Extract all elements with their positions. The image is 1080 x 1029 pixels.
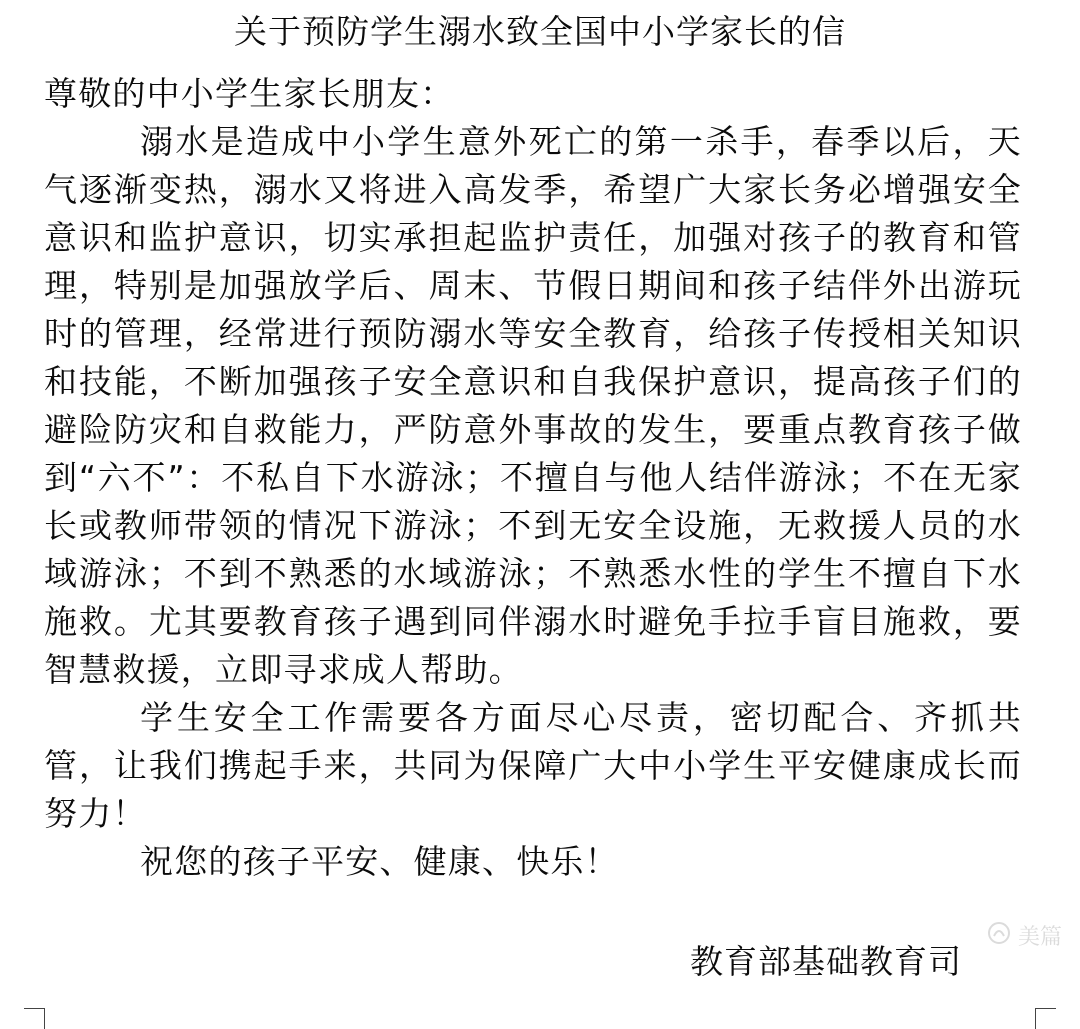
- meipian-logo-icon: [986, 920, 1012, 955]
- salutation: 尊敬的中小学生家长朋友：: [44, 74, 455, 113]
- signature: 教育部基础教育司: [690, 942, 962, 981]
- crop-mark-left: [24, 1008, 45, 1029]
- crop-mark-right: [1035, 1008, 1056, 1029]
- letter-title: 关于预防学生溺水致全国中小学家长的信: [234, 12, 846, 51]
- letter-body: [44, 70, 1022, 886]
- watermark: [986, 920, 1062, 955]
- watermark-text: 美篇: [1017, 924, 1062, 950]
- paragraph-main: 溺水是造成中小学生意外死亡的第一杀手，春季以后，天气逐渐变热，溺水又将进入高发季，希望广大家长务必增强安全意识和监护意识，切实承担起监护责任，加强对孩子的教育和管理，特别是加强放学后、周末、节假日期间和孩子结伴外出游玩时的管理，经常进行预防溺水等安全教育，给孩子传授相关知识和技能，不断加强孩子安全意识和自我保护意识，提高孩子们的避险防灾和自救能力，严防意外事故的发生，要重点教育孩子做到“六不”：不私自下水游泳；不擅自与他人结伴游泳；不在无家长或教师带领的情况下游泳；不到无安全设施，无救援人员的水域游泳；不到不熟悉的水域游泳；不熟悉水性的学生不擅自下水施救。尤其要教育孩子遇到同伴溺水时避免手拉手盲目施救，要智慧救援，立即寻求成人帮助。: [44, 122, 1022, 689]
- paragraph-cooperation: 学生安全工作需要各方面尽心尽责，密切配合、齐抓共管，让我们携起手来，共同为保障广大中小学生平安健康成长而努力！: [44, 698, 1022, 833]
- closing-wish: 祝您的孩子平安、健康、快乐！: [140, 842, 619, 881]
